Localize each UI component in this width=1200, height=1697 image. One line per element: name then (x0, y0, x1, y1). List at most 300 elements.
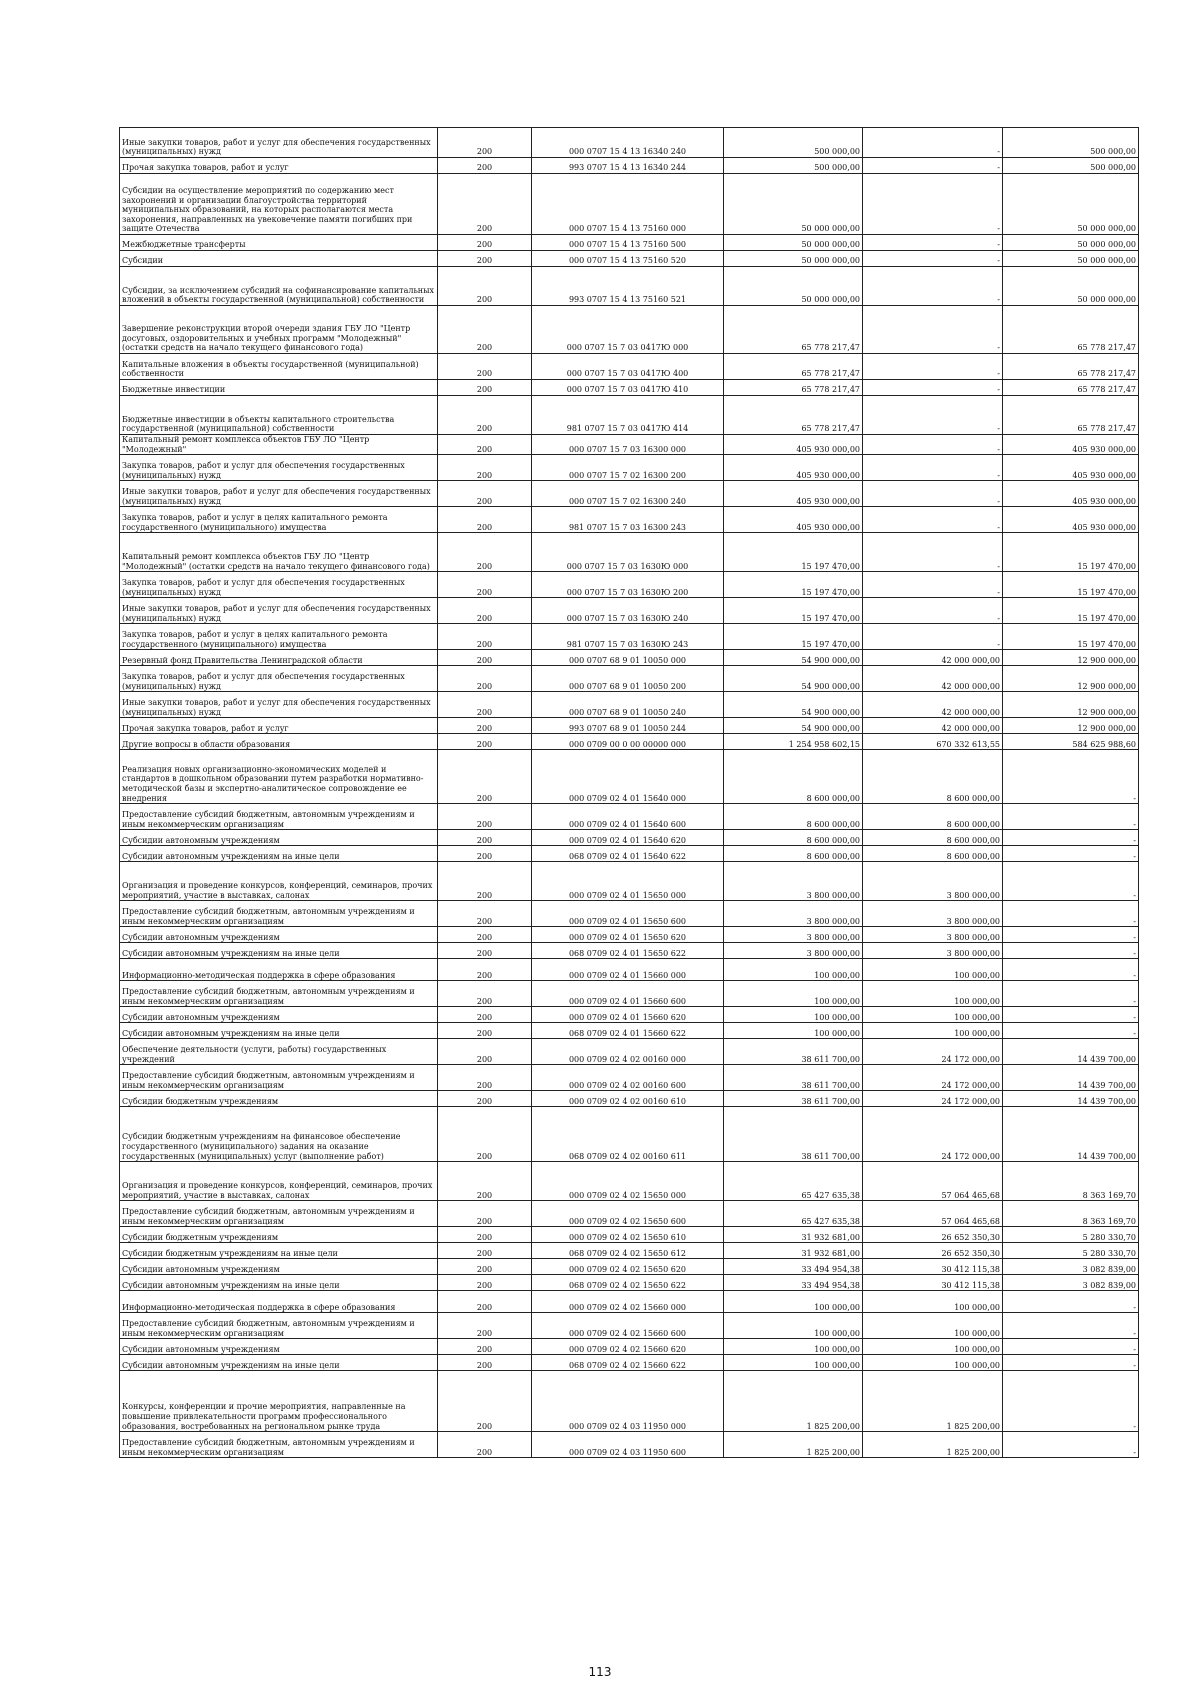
cell-unexecuted: - (1003, 862, 1139, 901)
cell-name: Субсидии (120, 251, 438, 267)
cell-code: 200 (438, 1243, 532, 1259)
cell-unexecuted: 12 900 000,00 (1003, 692, 1139, 718)
cell-name: Предоставление субсидий бюджетным, автономным учреждениям и иным некоммерческим организациям (120, 1065, 438, 1091)
cell-unexecuted: 15 197 470,00 (1003, 533, 1139, 572)
cell-name: Субсидии автономным учреждениям на иные цели (120, 943, 438, 959)
cell-unexecuted: 584 625 988,60 (1003, 734, 1139, 750)
cell-kbk: 000 0709 02 4 01 15660 620 (532, 1007, 724, 1023)
cell-name: Прочая закупка товаров, работ и услуг (120, 158, 438, 174)
cell-code: 200 (438, 598, 532, 624)
cell-executed: - (863, 267, 1003, 306)
cell-code: 200 (438, 354, 532, 380)
cell-kbk: 981 0707 15 7 03 16300 243 (532, 507, 724, 533)
cell-executed: - (863, 174, 1003, 235)
cell-executed: 100 000,00 (863, 1291, 1003, 1313)
cell-executed: 24 172 000,00 (863, 1091, 1003, 1107)
cell-approved: 500 000,00 (724, 158, 863, 174)
cell-executed: 100 000,00 (863, 1023, 1003, 1039)
table-row (120, 927, 1139, 943)
cell-code: 200 (438, 1201, 532, 1227)
cell-kbk: 068 0709 02 4 01 15650 622 (532, 943, 724, 959)
cell-kbk: 000 0707 15 7 03 16300 000 (532, 435, 724, 455)
cell-code: 200 (438, 862, 532, 901)
budget-report-sheet (119, 127, 1138, 1458)
cell-unexecuted: - (1003, 804, 1139, 830)
cell-name: Субсидии автономным учреждениям на иные цели (120, 1275, 438, 1291)
cell-executed: 57 064 465,68 (863, 1201, 1003, 1227)
cell-name: Иные закупки товаров, работ и услуг для обеспечения государственных (муниципальных) нужд (120, 598, 438, 624)
cell-unexecuted: 65 778 217,47 (1003, 354, 1139, 380)
cell-executed: - (863, 354, 1003, 380)
cell-executed: 100 000,00 (863, 981, 1003, 1007)
cell-executed: - (863, 481, 1003, 507)
table-row (120, 1432, 1139, 1458)
cell-name: Предоставление субсидий бюджетным, автономным учреждениям и иным некоммерческим организациям (120, 981, 438, 1007)
table-row (120, 624, 1139, 650)
cell-executed: 30 412 115,38 (863, 1259, 1003, 1275)
cell-unexecuted: 5 280 330,70 (1003, 1227, 1139, 1243)
table-row (120, 251, 1139, 267)
cell-code: 200 (438, 128, 532, 158)
cell-approved: 38 611 700,00 (724, 1065, 863, 1091)
cell-name: Иные закупки товаров, работ и услуг для обеспечения государственных (муниципальных) нужд (120, 481, 438, 507)
table-row (120, 354, 1139, 380)
cell-approved: 15 197 470,00 (724, 533, 863, 572)
cell-approved: 3 800 000,00 (724, 901, 863, 927)
cell-executed: 100 000,00 (863, 1355, 1003, 1371)
cell-kbk: 993 0707 68 9 01 10050 244 (532, 718, 724, 734)
cell-executed: 670 332 613,55 (863, 734, 1003, 750)
cell-approved: 8 600 000,00 (724, 846, 863, 862)
cell-kbk: 000 0707 68 9 01 10050 000 (532, 650, 724, 666)
table-row (120, 750, 1139, 804)
cell-unexecuted: 14 439 700,00 (1003, 1107, 1139, 1162)
cell-unexecuted: - (1003, 1007, 1139, 1023)
cell-executed: 3 800 000,00 (863, 901, 1003, 927)
cell-approved: 3 800 000,00 (724, 927, 863, 943)
cell-code: 200 (438, 1275, 532, 1291)
cell-code: 200 (438, 533, 532, 572)
cell-approved: 50 000 000,00 (724, 267, 863, 306)
cell-name: Обеспечение деятельности (услуги, работы) государственных учреждений (120, 1039, 438, 1065)
table-row (120, 1355, 1139, 1371)
cell-name: Субсидии автономным учреждениям на иные цели (120, 1023, 438, 1039)
cell-executed: - (863, 380, 1003, 396)
cell-unexecuted: - (1003, 1313, 1139, 1339)
cell-unexecuted: - (1003, 1023, 1139, 1039)
cell-name: Капитальный ремонт комплекса объектов ГБУ ЛО "Центр "Молодежный" (остатки средств на начало текущего финансового года) (120, 533, 438, 572)
cell-kbk: 000 0709 02 4 03 11950 000 (532, 1371, 724, 1432)
cell-executed: - (863, 533, 1003, 572)
cell-approved: 405 930 000,00 (724, 507, 863, 533)
cell-approved: 65 427 635,38 (724, 1201, 863, 1227)
table-row (120, 1339, 1139, 1355)
table-row (120, 1065, 1139, 1091)
table-row (120, 959, 1139, 981)
cell-name: Субсидии автономным учреждениям (120, 1339, 438, 1355)
cell-name: Предоставление субсидий бюджетным, автономным учреждениям и иным некоммерческим организациям (120, 901, 438, 927)
cell-executed: 8 600 000,00 (863, 830, 1003, 846)
cell-kbk: 000 0709 02 4 02 00160 610 (532, 1091, 724, 1107)
cell-executed: - (863, 435, 1003, 455)
cell-name: Конкурсы, конференции и прочие мероприятия, направленные на повышение привлекательности программ профессионального образования, востребованных на региональном рынке труда (120, 1371, 438, 1432)
cell-name: Субсидии бюджетным учреждениям (120, 1091, 438, 1107)
cell-approved: 500 000,00 (724, 128, 863, 158)
cell-unexecuted: 3 082 839,00 (1003, 1275, 1139, 1291)
cell-code: 200 (438, 1291, 532, 1313)
cell-kbk: 000 0709 02 4 01 15640 620 (532, 830, 724, 846)
cell-name: Межбюджетные трансферты (120, 235, 438, 251)
cell-kbk: 000 0709 02 4 03 11950 600 (532, 1432, 724, 1458)
cell-code: 200 (438, 846, 532, 862)
cell-approved: 38 611 700,00 (724, 1107, 863, 1162)
cell-approved: 100 000,00 (724, 981, 863, 1007)
cell-kbk: 000 0707 15 7 02 16300 240 (532, 481, 724, 507)
cell-name: Субсидии автономным учреждениям на иные цели (120, 1355, 438, 1371)
cell-kbk: 068 0709 02 4 02 15660 622 (532, 1355, 724, 1371)
cell-name: Субсидии автономным учреждениям (120, 830, 438, 846)
budget-execution-table (119, 127, 1139, 1458)
cell-code: 200 (438, 1259, 532, 1275)
cell-unexecuted: 12 900 000,00 (1003, 666, 1139, 692)
cell-executed: 8 600 000,00 (863, 846, 1003, 862)
cell-code: 200 (438, 1432, 532, 1458)
cell-executed: 42 000 000,00 (863, 718, 1003, 734)
cell-unexecuted: - (1003, 927, 1139, 943)
table-row (120, 1243, 1139, 1259)
cell-unexecuted: 50 000 000,00 (1003, 235, 1139, 251)
cell-code: 200 (438, 455, 532, 481)
cell-code: 200 (438, 750, 532, 804)
cell-code: 200 (438, 692, 532, 718)
cell-executed: 100 000,00 (863, 1313, 1003, 1339)
cell-executed: 3 800 000,00 (863, 927, 1003, 943)
cell-executed: 42 000 000,00 (863, 650, 1003, 666)
cell-executed: - (863, 507, 1003, 533)
cell-kbk: 993 0707 15 4 13 75160 521 (532, 267, 724, 306)
cell-approved: 50 000 000,00 (724, 235, 863, 251)
cell-unexecuted: 50 000 000,00 (1003, 174, 1139, 235)
table-row (120, 830, 1139, 846)
cell-name: Предоставление субсидий бюджетным, автономным учреждениям и иным некоммерческим организациям (120, 1201, 438, 1227)
cell-unexecuted: 65 778 217,47 (1003, 306, 1139, 354)
cell-code: 200 (438, 306, 532, 354)
cell-unexecuted: 405 930 000,00 (1003, 435, 1139, 455)
table-row (120, 718, 1139, 734)
table-row (120, 435, 1139, 455)
table-row (120, 533, 1139, 572)
cell-code: 200 (438, 1227, 532, 1243)
cell-approved: 1 825 200,00 (724, 1432, 863, 1458)
cell-name: Иные закупки товаров, работ и услуг для обеспечения государственных (муниципальных) нужд (120, 128, 438, 158)
cell-kbk: 000 0709 02 4 01 15650 620 (532, 927, 724, 943)
cell-approved: 33 494 954,38 (724, 1259, 863, 1275)
cell-name: Организация и проведение конкурсов, конференций, семинаров, прочих мероприятий, участие в выставках, салонах (120, 862, 438, 901)
cell-approved: 54 900 000,00 (724, 650, 863, 666)
cell-kbk: 000 0707 15 7 03 0417Ю 400 (532, 354, 724, 380)
cell-name: Капитальные вложения в объекты государственной (муниципальной) собственности (120, 354, 438, 380)
cell-unexecuted: - (1003, 959, 1139, 981)
cell-approved: 100 000,00 (724, 1007, 863, 1023)
cell-unexecuted: 15 197 470,00 (1003, 624, 1139, 650)
cell-approved: 100 000,00 (724, 1023, 863, 1039)
cell-kbk: 000 0707 15 4 13 16340 240 (532, 128, 724, 158)
cell-code: 200 (438, 1107, 532, 1162)
cell-code: 200 (438, 624, 532, 650)
table-row (120, 572, 1139, 598)
cell-code: 200 (438, 1355, 532, 1371)
cell-code: 200 (438, 1339, 532, 1355)
cell-unexecuted: 12 900 000,00 (1003, 718, 1139, 734)
cell-code: 200 (438, 830, 532, 846)
cell-unexecuted: 50 000 000,00 (1003, 251, 1139, 267)
cell-unexecuted: 14 439 700,00 (1003, 1039, 1139, 1065)
page-number: 113 (588, 1665, 612, 1679)
cell-executed: 100 000,00 (863, 959, 1003, 981)
cell-executed: 30 412 115,38 (863, 1275, 1003, 1291)
cell-unexecuted: 3 082 839,00 (1003, 1259, 1139, 1275)
cell-executed: 100 000,00 (863, 1007, 1003, 1023)
cell-approved: 15 197 470,00 (724, 598, 863, 624)
cell-kbk: 993 0707 15 4 13 16340 244 (532, 158, 724, 174)
cell-name: Капитальный ремонт комплекса объектов ГБУ ЛО "Центр "Молодежный" (120, 435, 438, 455)
table-row (120, 1162, 1139, 1201)
cell-code: 200 (438, 718, 532, 734)
cell-name: Субсидии на осуществление мероприятий по содержанию мест захоронений и организации благоустройства территорий муниципальных образований, на которых располагаются места захоронения, направленных на увековечение памяти погибших при защите Отечества (120, 174, 438, 235)
cell-executed: 26 652 350,30 (863, 1227, 1003, 1243)
table-row (120, 1023, 1139, 1039)
cell-kbk: 000 0709 02 4 02 15650 610 (532, 1227, 724, 1243)
cell-executed: - (863, 624, 1003, 650)
cell-name: Резервный фонд Правительства Ленинградской области (120, 650, 438, 666)
cell-code: 200 (438, 1007, 532, 1023)
cell-code: 200 (438, 1162, 532, 1201)
cell-executed: 24 172 000,00 (863, 1039, 1003, 1065)
cell-executed: - (863, 128, 1003, 158)
cell-kbk: 000 0709 02 4 02 15660 620 (532, 1339, 724, 1355)
cell-approved: 65 778 217,47 (724, 354, 863, 380)
cell-kbk: 000 0709 02 4 02 15660 600 (532, 1313, 724, 1339)
cell-approved: 3 800 000,00 (724, 862, 863, 901)
cell-approved: 50 000 000,00 (724, 251, 863, 267)
cell-executed: 1 825 200,00 (863, 1432, 1003, 1458)
cell-name: Бюджетные инвестиции в объекты капитального строительства государственной (муниципальной) собственности (120, 396, 438, 435)
cell-kbk: 068 0709 02 4 01 15660 622 (532, 1023, 724, 1039)
table-row (120, 846, 1139, 862)
cell-approved: 15 197 470,00 (724, 572, 863, 598)
cell-unexecuted: 500 000,00 (1003, 158, 1139, 174)
cell-kbk: 981 0707 15 7 03 1630Ю 243 (532, 624, 724, 650)
cell-code: 200 (438, 267, 532, 306)
cell-name: Субсидии, за исключением субсидий на софинансирование капитальных вложений в объекты государственной (муниципальной) собственности (120, 267, 438, 306)
cell-kbk: 000 0709 02 4 02 15650 600 (532, 1201, 724, 1227)
cell-code: 200 (438, 959, 532, 981)
cell-approved: 38 611 700,00 (724, 1039, 863, 1065)
cell-unexecuted: 12 900 000,00 (1003, 650, 1139, 666)
cell-approved: 65 427 635,38 (724, 1162, 863, 1201)
cell-approved: 65 778 217,47 (724, 396, 863, 435)
table-row (120, 1227, 1139, 1243)
cell-approved: 8 600 000,00 (724, 830, 863, 846)
cell-approved: 31 932 681,00 (724, 1227, 863, 1243)
cell-unexecuted: 8 363 169,70 (1003, 1201, 1139, 1227)
cell-unexecuted: 65 778 217,47 (1003, 396, 1139, 435)
table-row (120, 862, 1139, 901)
cell-name: Субсидии бюджетным учреждениям на иные цели (120, 1243, 438, 1259)
cell-name: Субсидии бюджетным учреждениям (120, 1227, 438, 1243)
cell-kbk: 068 0709 02 4 02 15650 612 (532, 1243, 724, 1259)
cell-kbk: 000 0707 68 9 01 10050 240 (532, 692, 724, 718)
cell-unexecuted: 5 280 330,70 (1003, 1243, 1139, 1259)
cell-unexecuted: - (1003, 1432, 1139, 1458)
cell-code: 200 (438, 572, 532, 598)
cell-kbk: 068 0709 02 4 02 15650 622 (532, 1275, 724, 1291)
cell-unexecuted: 405 930 000,00 (1003, 507, 1139, 533)
cell-name: Иные закупки товаров, работ и услуг для обеспечения государственных (муниципальных) нужд (120, 692, 438, 718)
cell-kbk: 000 0707 68 9 01 10050 200 (532, 666, 724, 692)
cell-executed: 3 800 000,00 (863, 943, 1003, 959)
cell-code: 200 (438, 481, 532, 507)
cell-approved: 100 000,00 (724, 1339, 863, 1355)
cell-code: 200 (438, 235, 532, 251)
table-row (120, 1259, 1139, 1275)
cell-kbk: 000 0707 15 4 13 75160 000 (532, 174, 724, 235)
cell-unexecuted: 15 197 470,00 (1003, 572, 1139, 598)
cell-name: Реализация новых организационно-экономических моделей и стандартов в дошкольном образовании путем разработки нормативно-методической базы и экспертно-аналитическое сопровождение ее внедрения (120, 750, 438, 804)
table-row (120, 692, 1139, 718)
cell-name: Информационно-методическая поддержка в сфере образования (120, 959, 438, 981)
cell-approved: 15 197 470,00 (724, 624, 863, 650)
cell-unexecuted: 8 363 169,70 (1003, 1162, 1139, 1201)
cell-unexecuted: - (1003, 846, 1139, 862)
table-row (120, 455, 1139, 481)
cell-code: 200 (438, 174, 532, 235)
cell-name: Субсидии автономным учреждениям (120, 1007, 438, 1023)
cell-approved: 1 254 958 602,15 (724, 734, 863, 750)
table-row (120, 981, 1139, 1007)
cell-unexecuted: - (1003, 943, 1139, 959)
cell-code: 200 (438, 396, 532, 435)
cell-executed: - (863, 572, 1003, 598)
cell-unexecuted: - (1003, 1371, 1139, 1432)
cell-unexecuted: 405 930 000,00 (1003, 455, 1139, 481)
table-row (120, 267, 1139, 306)
table-row (120, 666, 1139, 692)
table-row (120, 507, 1139, 533)
cell-name: Субсидии бюджетным учреждениям на финансовое обеспечение государственного (муниципального) задания на оказание государственных (муниципальных) услуг (выполнение работ) (120, 1107, 438, 1162)
cell-name: Предоставление субсидий бюджетным, автономным учреждениям и иным некоммерческим организациям (120, 1432, 438, 1458)
cell-unexecuted: 405 930 000,00 (1003, 481, 1139, 507)
cell-code: 200 (438, 251, 532, 267)
cell-approved: 65 778 217,47 (724, 306, 863, 354)
cell-name: Завершение реконструкции второй очереди здания ГБУ ЛО "Центр досуговых, оздоровительных и учебных программ "Молодежный" (остатки средств на начало текущего финансового года) (120, 306, 438, 354)
cell-approved: 65 778 217,47 (724, 380, 863, 396)
cell-executed: 24 172 000,00 (863, 1107, 1003, 1162)
cell-unexecuted: 65 778 217,47 (1003, 380, 1139, 396)
cell-executed: - (863, 158, 1003, 174)
cell-approved: 33 494 954,38 (724, 1275, 863, 1291)
table-row (120, 1039, 1139, 1065)
cell-executed: - (863, 455, 1003, 481)
cell-name: Субсидии автономным учреждениям (120, 1259, 438, 1275)
cell-unexecuted: - (1003, 1291, 1139, 1313)
cell-approved: 50 000 000,00 (724, 174, 863, 235)
cell-executed: 24 172 000,00 (863, 1065, 1003, 1091)
cell-kbk: 000 0707 15 7 03 1630Ю 200 (532, 572, 724, 598)
cell-name: Другие вопросы в области образования (120, 734, 438, 750)
cell-code: 200 (438, 1065, 532, 1091)
cell-kbk: 000 0709 02 4 01 15640 600 (532, 804, 724, 830)
cell-executed: 1 825 200,00 (863, 1371, 1003, 1432)
table-row (120, 598, 1139, 624)
cell-name: Прочая закупка товаров, работ и услуг (120, 718, 438, 734)
cell-code: 200 (438, 435, 532, 455)
table-row (120, 481, 1139, 507)
table-row (120, 1313, 1139, 1339)
cell-kbk: 000 0707 15 7 03 1630Ю 240 (532, 598, 724, 624)
cell-approved: 1 825 200,00 (724, 1371, 863, 1432)
cell-unexecuted: 15 197 470,00 (1003, 598, 1139, 624)
table-row (120, 1275, 1139, 1291)
cell-kbk: 000 0709 02 4 02 15650 000 (532, 1162, 724, 1201)
cell-kbk: 000 0709 00 0 00 00000 000 (532, 734, 724, 750)
cell-executed: 42 000 000,00 (863, 666, 1003, 692)
cell-unexecuted: - (1003, 981, 1139, 1007)
cell-approved: 8 600 000,00 (724, 750, 863, 804)
cell-code: 200 (438, 804, 532, 830)
cell-executed: - (863, 396, 1003, 435)
cell-code: 200 (438, 1371, 532, 1432)
cell-unexecuted: - (1003, 1339, 1139, 1355)
cell-approved: 100 000,00 (724, 1355, 863, 1371)
cell-kbk: 000 0709 02 4 01 15660 000 (532, 959, 724, 981)
table-row (120, 128, 1139, 158)
cell-approved: 100 000,00 (724, 1291, 863, 1313)
cell-kbk: 068 0709 02 4 02 00160 611 (532, 1107, 724, 1162)
cell-code: 200 (438, 927, 532, 943)
cell-name: Закупка товаров, работ и услуг для обеспечения государственных (муниципальных) нужд (120, 455, 438, 481)
table-row (120, 650, 1139, 666)
cell-approved: 405 930 000,00 (724, 435, 863, 455)
cell-unexecuted: - (1003, 1355, 1139, 1371)
cell-executed: 8 600 000,00 (863, 804, 1003, 830)
cell-code: 200 (438, 943, 532, 959)
table-row (120, 943, 1139, 959)
cell-kbk: 000 0709 02 4 02 00160 600 (532, 1065, 724, 1091)
cell-kbk: 000 0709 02 4 02 15660 000 (532, 1291, 724, 1313)
cell-code: 200 (438, 1023, 532, 1039)
cell-approved: 100 000,00 (724, 1313, 863, 1339)
cell-kbk: 000 0709 02 4 01 15660 600 (532, 981, 724, 1007)
cell-kbk: 000 0707 15 7 03 1630Ю 000 (532, 533, 724, 572)
cell-code: 200 (438, 507, 532, 533)
cell-approved: 405 930 000,00 (724, 481, 863, 507)
cell-code: 200 (438, 1313, 532, 1339)
cell-approved: 8 600 000,00 (724, 804, 863, 830)
table-row (120, 174, 1139, 235)
cell-code: 200 (438, 650, 532, 666)
cell-name: Предоставление субсидий бюджетным, автономным учреждениям и иным некоммерческим организациям (120, 1313, 438, 1339)
table-row (120, 158, 1139, 174)
cell-name: Закупка товаров, работ и услуг в целях капитального ремонта государственного (муниципального) имущества (120, 507, 438, 533)
cell-name: Субсидии автономным учреждениям (120, 927, 438, 943)
cell-approved: 31 932 681,00 (724, 1243, 863, 1259)
cell-kbk: 000 0709 02 4 01 15640 000 (532, 750, 724, 804)
cell-code: 200 (438, 734, 532, 750)
table-row (120, 1291, 1139, 1313)
table-row (120, 1007, 1139, 1023)
cell-unexecuted: - (1003, 830, 1139, 846)
